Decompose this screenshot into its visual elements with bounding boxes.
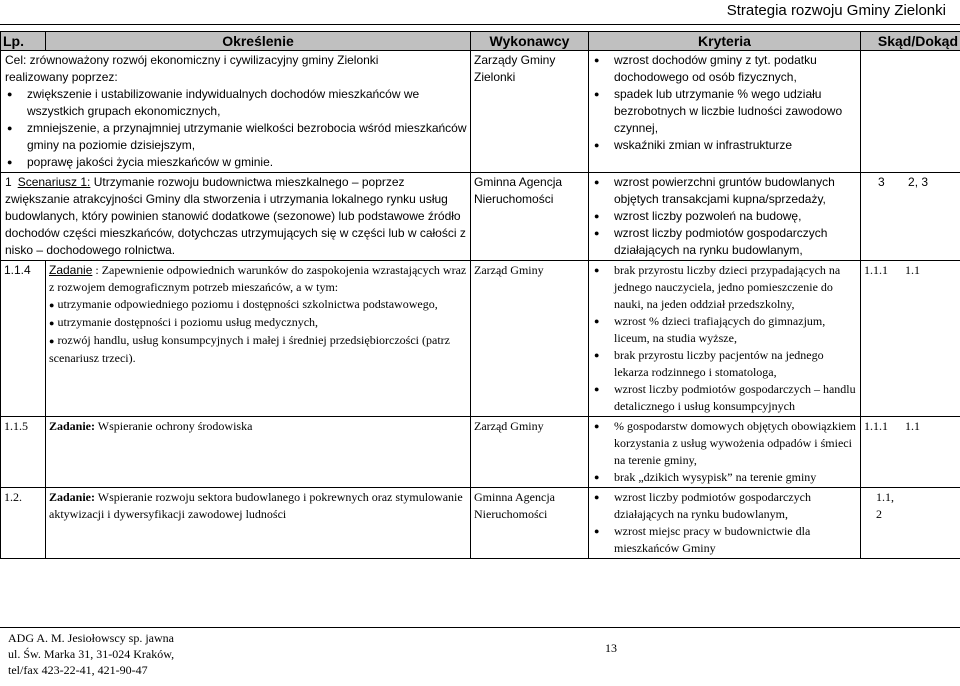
footer-phone: tel/fax 423-22-41, 421-90-47 [8, 663, 148, 677]
skad-from: 1.1.1 [864, 419, 888, 433]
skad-from: 3 [878, 175, 885, 189]
scenario-text: Utrzymanie rozwoju budownictwa mieszkalnego – poprzez zwiększanie atrakcyjności Gminy dla stworzenia i utrzymania lokalnego rynku usług budowlanych, który powinien stanowić dodatkowe (sezonowe) lub podstawowe źródło dochodów części mieszkańców, dotychczas utrzymujących się w części lub w całości z nisko – dochodowego rolnictwa. [5, 175, 466, 257]
skad-cell [861, 173, 960, 261]
list-item: ● wzrost liczby podmiotów gospodarczych działających na rynku budowlanym, [592, 225, 857, 259]
kryteria-list [592, 418, 857, 486]
wykonawcy-text: Nieruchomości [474, 192, 554, 206]
row-number-cell: 1.2. [1, 488, 46, 559]
kryteria-cell [589, 488, 861, 559]
skad-cell [861, 51, 960, 173]
goal-cell [1, 51, 471, 173]
skad-to: 2 [876, 507, 882, 521]
list-item: ● rozwój handlu, usług konsumpcyjnych i małej i średniej przedsiębiorczości (patrz scenariusz trzeci). [49, 333, 450, 365]
scenario-cell [1, 173, 471, 261]
header-rule [0, 24, 960, 25]
footer-street: ul. Św. Marka 31, 31-024 Kraków, [8, 647, 175, 661]
list-item: ● wzrost dochodów gminy z tyt. podatku dochodowego od osób fizycznych, [592, 52, 857, 86]
strategy-table [0, 31, 960, 559]
list-item: ● wzrost % dzieci trafiających do gimnazjum, liceum, na studia wyższe, [592, 313, 857, 347]
kryteria-list [592, 262, 857, 415]
goal-title: Cel: zrównoważony rozwój ekonomiczny i cywilizacyjny gminy Zielonki [5, 53, 379, 67]
column-header-kryteria: Kryteria [589, 32, 861, 51]
wykonawcy-text: Gminna Agencja [474, 175, 563, 189]
skad-to: 1.1 [905, 263, 920, 277]
list-item: ● brak przyrostu liczby dzieci przypadających na jednego nauczyciela, jedno pomieszczenie do nauki, na jeden oddział przedszkolny, [592, 262, 857, 313]
scenario-label: Scenariusz 1: [17, 175, 91, 189]
list-item: ● zmniejszenie, a przynajmniej utrzymanie wielkości bezrobocia wśród mieszkańców gminy na poziomie dzisiejszym, [5, 120, 467, 154]
list-item: ● utrzymanie odpowiedniego poziomu i dostępności szkolnictwa podstawowego, [49, 297, 438, 311]
table-row-task-1-2 [1, 488, 960, 559]
list-item: ● % gospodarstw domowych objętych obowiązkiem korzystania z usług wywożenia odpadów i śmieci na terenie gminy, [592, 418, 857, 469]
row-number-cell: 1.1.4 [1, 261, 46, 417]
task-text: Wspieranie rozwoju sektora budowlanego i pokrewnych oraz stymulowanie aktywizacji i dywersyfikacji zawodowej ludności [49, 490, 463, 521]
wykonawcy-text: Nieruchomości [474, 507, 548, 521]
bullet-icon: ● [49, 336, 55, 346]
task-cell [46, 417, 471, 488]
bullet-icon: ● [49, 300, 55, 310]
kryteria-list [592, 174, 857, 259]
kryteria-list [592, 489, 857, 557]
table-row-goal [1, 51, 960, 173]
task-cell [46, 261, 471, 417]
wykonawcy-cell: Zarząd Gminy [471, 261, 589, 417]
page-number: 13 [605, 641, 617, 655]
wykonawcy-cell [471, 51, 589, 173]
table-row-task-1-1-4 [1, 261, 960, 417]
kryteria-cell [589, 417, 861, 488]
kryteria-cell [589, 173, 861, 261]
list-item: ● wzrost powierzchni gruntów budowlanych objętych transakcjami kupna/sprzedaży, [592, 174, 857, 208]
footer-address [8, 630, 174, 678]
wykonawcy-cell: Zarząd Gminy [471, 417, 589, 488]
column-header-lp: Lp. [1, 32, 46, 51]
list-item: ● wskaźniki zmian w infrastrukturze [592, 137, 857, 154]
skad-to: 2, 3 [908, 175, 929, 189]
list-item: ● brak przyrostu liczby pacjentów na jednego lekarza rodzinnego i stomatologa, [592, 347, 857, 381]
task-text: Wspieranie ochrony środowiska [95, 419, 253, 433]
task-label: Zadanie [49, 263, 93, 277]
skad-cell [861, 488, 960, 559]
goal-bullet-list [5, 86, 467, 171]
skad-cell [861, 417, 960, 488]
task-label: Zadanie: [49, 490, 96, 504]
footer-company: ADG A. M. Jesiołowscy sp. jawna [8, 631, 174, 645]
list-item: ● wzrost miejsc pracy w budownictwie dla mieszkańców Gminy [592, 523, 857, 557]
skad-to: 1.1 [905, 419, 920, 433]
list-item: ● wzrost liczby podmiotów gospodarczych – handlu detalicznego i usług konsumpcyjnych [592, 381, 857, 415]
kryteria-cell [589, 51, 861, 173]
column-header-wykonawcy: Wykonawcy [471, 32, 589, 51]
skad-cell [861, 261, 960, 417]
list-item: ● zwiększenie i ustabilizowanie indywidualnych dochodów mieszkańców we wszystkich grupach ekonomicznych, [5, 86, 467, 120]
task-cell [46, 488, 471, 559]
bullet-icon: ● [49, 318, 55, 328]
list-item: ● wzrost liczby pozwoleń na budowę, [592, 208, 857, 225]
task-label: Zadanie: [49, 419, 96, 433]
kryteria-cell [589, 261, 861, 417]
table-row-task-1-1-5 [1, 417, 960, 488]
wykonawcy-text: Zarządy Gminy [474, 53, 556, 67]
skad-from: 1.1.1 [864, 263, 888, 277]
wykonawcy-cell [471, 173, 589, 261]
wykonawcy-text: Gminna Agencja [474, 490, 555, 504]
footer-rule [0, 627, 960, 628]
task-text: : Zapewnienie odpowiednich warunków do zaspokojenia wzrastających wraz z rozwojem demograficznym potrzeb mieszańców, a w tym: [49, 263, 467, 294]
row-number-cell: 1.1.5 [1, 417, 46, 488]
list-item: ● poprawę jakości życia mieszkańców w gminie. [5, 154, 467, 171]
column-header-skad: Skąd/Dokąd [861, 32, 960, 51]
column-header-okreslenie: Określenie [46, 32, 471, 51]
table-header-row [1, 32, 960, 51]
list-item: ● brak „dzikich wysypisk” na terenie gminy [592, 469, 857, 486]
wykonawcy-cell [471, 488, 589, 559]
table-row-scenario-1 [1, 173, 960, 261]
wykonawcy-text: Zielonki [474, 70, 516, 84]
goal-subtitle: realizowany poprzez: [5, 70, 118, 84]
skad-from: 1.1, [876, 490, 894, 504]
row-number: 1 [5, 175, 12, 189]
kryteria-list [592, 52, 857, 154]
document-header-title: Strategia rozwoju Gminy Zielonki [726, 2, 946, 19]
list-item: ● wzrost liczby podmiotów gospodarczych działających na rynku budowlanym, [592, 489, 857, 523]
list-item: ● utrzymanie dostępności i poziomu usług medycznych, [49, 315, 319, 329]
list-item: ● spadek lub utrzymanie % wego udziału bezrobotnych w liczbie ludności zawodowo czynnej, [592, 86, 857, 137]
